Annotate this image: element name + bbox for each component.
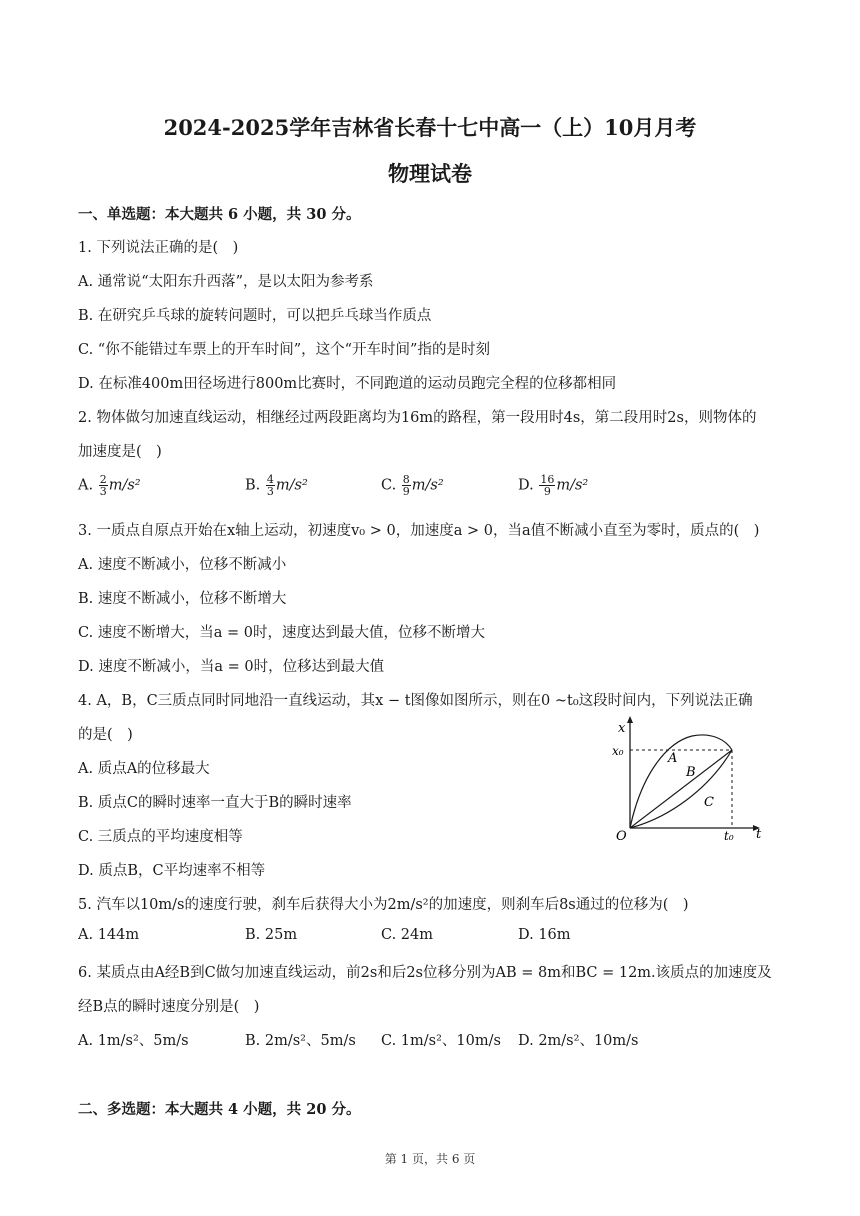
x-axis-label: t (756, 827, 762, 842)
option-label: B. (245, 477, 261, 494)
fraction (266, 474, 275, 497)
fraction (99, 474, 108, 497)
question-2-option-d (518, 474, 588, 497)
question-1-option-b: B. 在研究乒乓球的旋转问题时，可以把乒乓球当作质点 (78, 308, 432, 324)
denominator: 9 (543, 485, 551, 498)
question-4-stem-line-2: 的是( ) (78, 727, 133, 743)
denominator: 3 (266, 485, 274, 498)
question-2-stem-line-2: 加速度是( ) (78, 444, 162, 460)
question-2-option-b (245, 474, 308, 497)
unit: m/s² (411, 477, 444, 494)
numerator: 16 (540, 473, 555, 486)
question-4-option-c: C. 三质点的平均速度相等 (78, 829, 243, 845)
unit: m/s² (108, 477, 141, 494)
exam-subtitle: 物理试卷 (388, 161, 472, 186)
t0-label: t₀ (724, 829, 734, 842)
numerator: 2 (99, 473, 107, 486)
question-6-option-b: B. 2m/s²、5m/s (245, 1033, 356, 1049)
origin-label: O (616, 829, 627, 842)
question-6-option-a: A. 1m/s²、5m/s (78, 1033, 189, 1049)
question-3-option-c: C. 速度不断增大，当a = 0时，速度达到最大值，位移不断增大 (78, 625, 486, 641)
option-label: C. (381, 477, 397, 494)
x0-label: x₀ (612, 744, 624, 758)
option-label: A. (78, 477, 94, 494)
question-4-option-d: D. 质点B，C平均速率不相等 (78, 863, 266, 879)
curve-a-label: A (668, 751, 678, 766)
y-axis-label: x (618, 721, 626, 736)
question-4-option-b: B. 质点C的瞬时速率一直大于B的瞬时速率 (78, 795, 352, 811)
option-label: D. (518, 477, 534, 494)
question-5-option-c: C. 24m (381, 927, 433, 943)
fraction (402, 474, 411, 497)
question-1-option-c: C. “你不能错过车票上的开车时间”，这个“开车时间”指的是时刻 (78, 342, 490, 358)
question-3-option-d: D. 速度不断减小，当a = 0时，位移达到最大值 (78, 659, 385, 675)
question-6-stem-line-2: 经B点的瞬时速度分别是( ) (78, 999, 260, 1015)
unit: m/s² (556, 477, 589, 494)
question-6-stem-line-1: 6. 某质点由A经B到C做匀加速直线运动，前2s和后2s位移分别为AB = 8m和BC = 12m.该质点的加速度及 (78, 965, 772, 981)
question-1-option-d: D. 在标准400m田径场进行800m比赛时，不同跑道的运动员跑完全程的位移都相同 (78, 376, 617, 392)
question-5-option-a: A. 144m (78, 927, 140, 943)
question-5-option-b: B. 25m (245, 927, 298, 943)
curve-c-label: C (704, 795, 714, 810)
denominator: 3 (99, 485, 107, 498)
fraction (539, 474, 555, 497)
denominator: 9 (402, 485, 410, 498)
question-5-stem: 5. 汽车以10m/s的速度行驶，刹车后获得大小为2m/s²的加速度，则刹车后8s通过的位移为( ) (78, 897, 689, 913)
question-2-stem-line-1: 2. 物体做匀加速直线运动，相继经过两段距离均为16m的路程，第一段用时4s，第二段用时2s，则物体的 (78, 410, 757, 426)
numerator: 4 (266, 473, 274, 486)
section-heading-single-choice: 一、单选题：本大题共 6 小题，共 30 分。 (78, 206, 361, 223)
question-4-option-a: A. 质点A的位移最大 (78, 761, 210, 777)
curve-b (630, 750, 732, 828)
numerator: 8 (402, 473, 410, 486)
question-3-option-a: A. 速度不断减小，位移不断减小 (78, 557, 287, 573)
question-5-option-d: D. 16m (518, 927, 571, 943)
xt-graph-figure (608, 712, 764, 842)
unit: m/s² (275, 477, 308, 494)
question-4-stem-line-1: 4. A，B，C三质点同时同地沿一直线运动，其x − t图像如图所示，则在0 ~t₀这段时间内，下列说法正确 (78, 693, 753, 709)
question-2-option-a (78, 474, 141, 497)
y-axis-arrow (627, 716, 633, 723)
question-2-option-c (381, 474, 444, 497)
section-heading-multiple-choice: 二、多选题：本大题共 4 小题，共 20 分。 (78, 1101, 361, 1118)
page-footer: 第 1 页，共 6 页 (384, 1152, 476, 1166)
curve-b-label: B (686, 765, 696, 780)
curve-a (630, 735, 732, 828)
question-1-option-a: A. 通常说“太阳东升西落”，是以太阳为参考系 (78, 274, 374, 290)
exam-title: 2024-2025学年吉林省长春十七中高一（上）10月月考 (163, 115, 697, 140)
question-3-stem: 3. 一质点自原点开始在x轴上运动，初速度v₀ > 0，加速度a > 0，当a值不断减小直至为零时，质点的( ) (78, 523, 760, 539)
question-1-stem: 1. 下列说法正确的是( ) (78, 240, 239, 256)
question-6-option-c: C. 1m/s²、10m/s (381, 1033, 501, 1049)
question-6-option-d: D. 2m/s²、10m/s (518, 1033, 639, 1049)
question-3-option-b: B. 速度不断减小，位移不断增大 (78, 591, 287, 607)
